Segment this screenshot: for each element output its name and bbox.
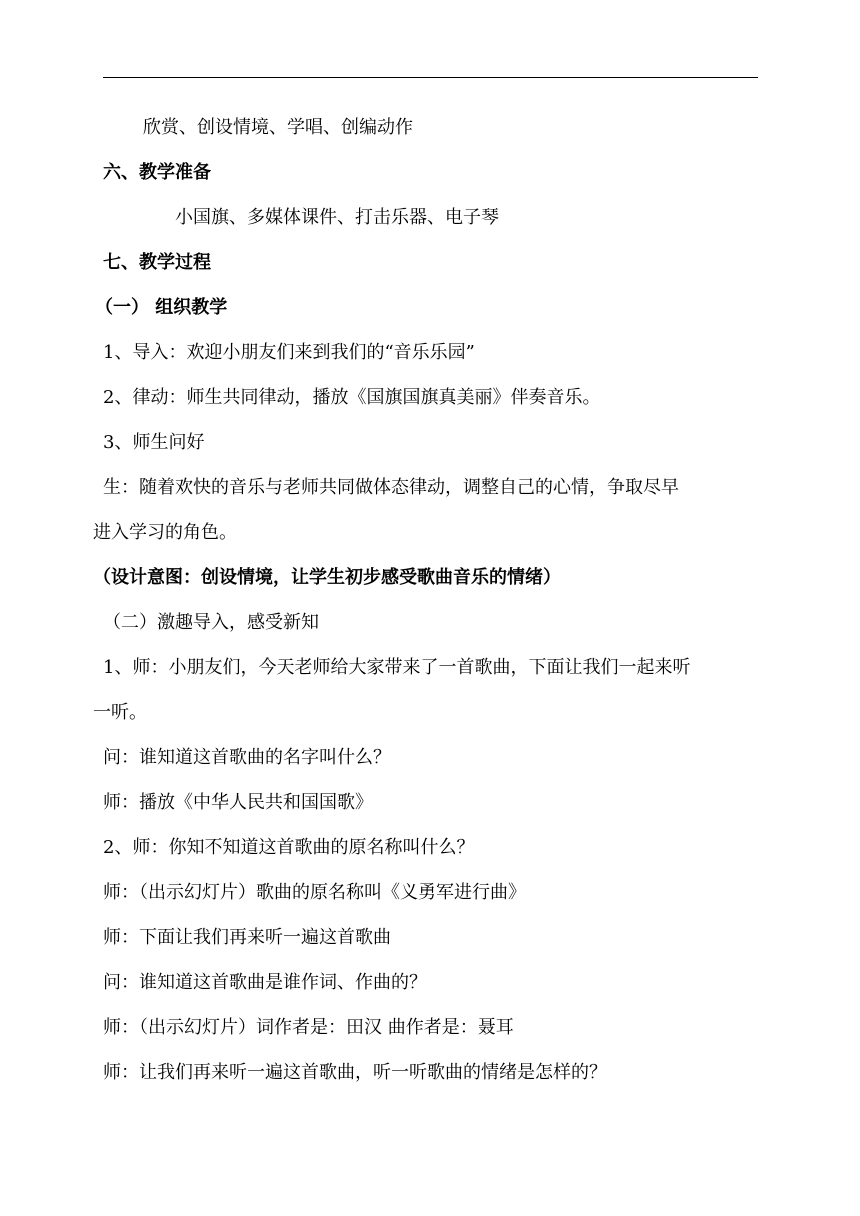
section-heading-teaching-process: 七、教学过程 [103, 252, 211, 273]
materials-line: 小国旗、多媒体课件、打击乐器、电子琴 [175, 207, 499, 228]
paragraph-line: 2、律动：师生共同律动，播放《国旗国旗真美丽》伴奏音乐。 [103, 387, 601, 408]
paragraph-line: 一听。 [93, 702, 147, 723]
paragraph-line: 师：播放《中华人民共和国国歌》 [103, 792, 373, 813]
paragraph-line: 进入学习的角色。 [93, 522, 237, 543]
paragraph-line: 问：谁知道这首歌曲的名字叫什么？ [103, 747, 391, 768]
paragraph-line: 1、导入：欢迎小朋友们来到我们的“音乐乐园” [103, 342, 475, 363]
paragraph-line: 生：随着欢快的音乐与老师共同做体态律动，调整自己的心情，争取尽早 [103, 477, 679, 498]
section-heading-teaching-preparation: 六、教学准备 [103, 162, 211, 183]
header-rule [103, 77, 758, 78]
subsection-heading-organize-teaching: （一） 组织教学 [95, 297, 228, 318]
paragraph-line: 师：让我们再来听一遍这首歌曲，听一听歌曲的情绪是怎样的？ [103, 1062, 607, 1083]
paragraph-line: 师：下面让我们再来听一遍这首歌曲 [103, 927, 391, 948]
paragraph-line: 师：（出示幻灯片）词作者是：田汉 曲作者是：聂耳 [103, 1017, 514, 1038]
design-intent-note: （设计意图：创设情境，让学生初步感受歌曲音乐的情绪） [93, 567, 561, 588]
paragraph-line: 问：谁知道这首歌曲是谁作词、作曲的？ [103, 972, 427, 993]
paragraph-line: 3、师生问好 [103, 432, 205, 453]
subsection-heading-stimulate-interest: （二）激趣导入，感受新知 [103, 612, 319, 633]
paragraph-line: 2、师：你知不知道这首歌曲的原名称叫什么？ [103, 837, 475, 858]
teaching-methods-line: 欣赏、创设情境、学唱、创编动作 [143, 117, 413, 138]
paragraph-line: 师：（出示幻灯片）歌曲的原名称叫《义勇军进行曲》 [103, 882, 526, 903]
paragraph-line: 1、师：小朋友们，今天老师给大家带来了一首歌曲，下面让我们一起来听 [103, 657, 691, 678]
